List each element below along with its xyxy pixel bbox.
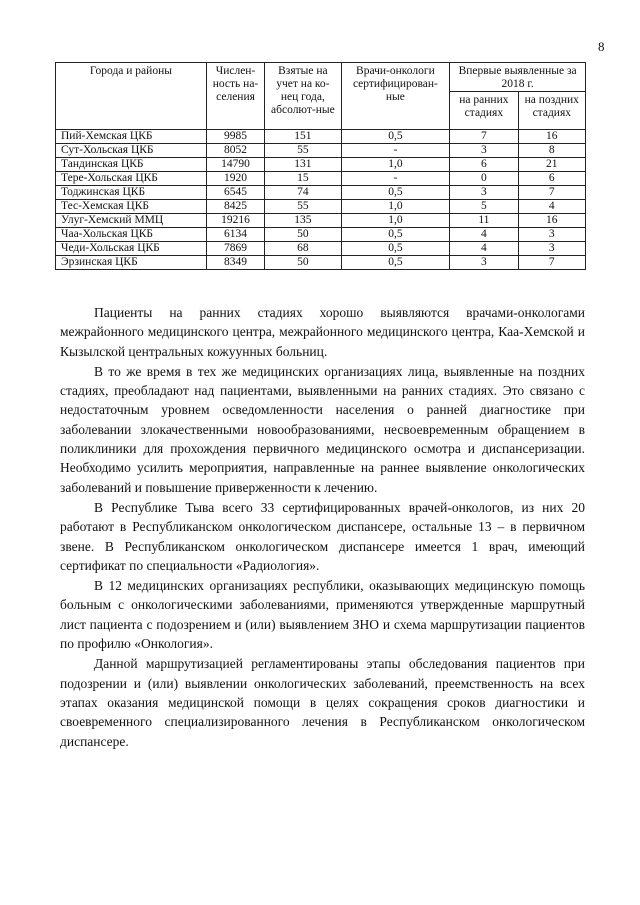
row-doctors: - [341, 172, 450, 186]
row-doctors: 0,5 [341, 186, 450, 200]
table-row [56, 256, 586, 270]
row-doctors: - [341, 144, 450, 158]
header-registered: Взятые на учет на ко-нец года, абсолют-ные [265, 63, 341, 130]
row-doctors: 1,0 [341, 158, 450, 172]
oncology-table [55, 62, 586, 270]
table-row [56, 200, 586, 214]
paragraph: Пациенты на ранних стадиях хорошо выявляются врачами-онкологами межрайонного медицинского центра, межрайонного медицинского центра, Каа-Хемской и Кызылской центральных кожуунных больниц. [60, 305, 585, 359]
row-population: 6134 [206, 228, 264, 242]
table-row [56, 130, 586, 144]
row-name: Улуг-Хемский ММЦ [56, 214, 207, 228]
table-row [56, 172, 586, 186]
row-population: 7869 [206, 242, 264, 256]
row-late: 7 [518, 186, 585, 200]
row-early: 3 [450, 256, 518, 270]
row-late: 3 [518, 228, 585, 242]
row-doctors: 0,5 [341, 130, 450, 144]
row-late: 16 [518, 214, 585, 228]
row-late: 21 [518, 158, 585, 172]
row-population: 8349 [206, 256, 264, 270]
page-number: 8 [598, 39, 605, 54]
row-early: 11 [450, 214, 518, 228]
paragraph: В Республике Тыва всего 33 сертифицированных врачей-онкологов, из них 20 работают в Республиканском онкологическом диспансере, остальные 13 – в первичном звене. В Республиканском онкологическом диспансере имеется 1 врач, имеющий сертификат по специальности «Радиология». [60, 499, 585, 573]
table-row [56, 158, 586, 172]
table-row [56, 214, 586, 228]
row-population: 19216 [206, 214, 264, 228]
row-name: Чаа-Хольская ЦКБ [56, 228, 207, 242]
row-registered: 15 [265, 172, 341, 186]
paragraph: Данной маршрутизацией регламентированы этапы обследования пациентов при подозрении и (или) выявлении онкологических заболеваний, преемственность на всех этапах оказания медицинской помощи в целях сокращения сроков диагностики и своевременного специализированного лечения в Республиканском онкологическом диспансере. [60, 656, 585, 749]
row-registered: 50 [265, 228, 341, 242]
row-name: Чеди-Хольская ЦКБ [56, 242, 207, 256]
body-text [60, 303, 585, 752]
header-late: на поздних стадиях [518, 92, 585, 130]
row-population: 1920 [206, 172, 264, 186]
row-name: Тоджинская ЦКБ [56, 186, 207, 200]
row-registered: 74 [265, 186, 341, 200]
row-name: Тес-Хемская ЦКБ [56, 200, 207, 214]
row-early: 3 [450, 144, 518, 158]
row-doctors: 0,5 [341, 256, 450, 270]
table-row [56, 186, 586, 200]
row-late: 3 [518, 242, 585, 256]
row-registered: 55 [265, 144, 341, 158]
row-name: Тандинская ЦКБ [56, 158, 207, 172]
row-registered: 68 [265, 242, 341, 256]
row-population: 14790 [206, 158, 264, 172]
row-registered: 55 [265, 200, 341, 214]
header-city: Города и районы [56, 63, 207, 130]
paragraph: В то же время в тех же медицинских организациях лица, выявленные на поздних стадиях, преобладают над пациентами, выявленными на ранних стадиях. Это связано с недостаточным уровнем осведомленности населения о ранней диагностике при заболевании злокачественными новообразованиями, несвоевременным обращением в поликлиники для прохождения первичного медицинского осмотра и диспансеризации. Необходимо усилить мероприятия, направленные на раннее выявление онкологических заболеваний и повышение приверженности к лечению. [60, 363, 585, 495]
table-row [56, 228, 586, 242]
header-early: на ранних стадиях [450, 92, 518, 130]
row-late: 8 [518, 144, 585, 158]
row-early: 5 [450, 200, 518, 214]
row-early: 4 [450, 242, 518, 256]
row-early: 7 [450, 130, 518, 144]
row-early: 6 [450, 158, 518, 172]
row-doctors: 0,5 [341, 242, 450, 256]
row-name: Сут-Хольская ЦКБ [56, 144, 207, 158]
row-doctors: 1,0 [341, 200, 450, 214]
row-population: 6545 [206, 186, 264, 200]
row-population: 8052 [206, 144, 264, 158]
row-early: 3 [450, 186, 518, 200]
row-late: 16 [518, 130, 585, 144]
header-doctors: Врачи-онкологи сертифицирован-ные [341, 63, 450, 130]
row-late: 7 [518, 256, 585, 270]
row-doctors: 0,5 [341, 228, 450, 242]
row-late: 6 [518, 172, 585, 186]
table-row [56, 242, 586, 256]
row-early: 4 [450, 228, 518, 242]
header-population: Числен-ность на-селения [206, 63, 264, 130]
row-name: Тере-Хольская ЦКБ [56, 172, 207, 186]
row-late: 4 [518, 200, 585, 214]
row-doctors: 1,0 [341, 214, 450, 228]
paragraph: В 12 медицинских организациях республики, оказывающих медицинскую помощь больным с онкологическими заболеваниями, применяются утвержденные маршрутный лист пациента с подозрением и (или) выявлением ЗНО и схема маршрутизации пациентов по профилю «Онкология». [60, 578, 585, 652]
row-population: 8425 [206, 200, 264, 214]
row-registered: 135 [265, 214, 341, 228]
table-row [56, 144, 586, 158]
row-name: Эрзинская ЦКБ [56, 256, 207, 270]
row-registered: 131 [265, 158, 341, 172]
row-population: 9985 [206, 130, 264, 144]
row-early: 0 [450, 172, 518, 186]
header-first-detected: Впервые выявленные за 2018 г. [450, 63, 586, 92]
row-name: Пий-Хемская ЦКБ [56, 130, 207, 144]
row-registered: 50 [265, 256, 341, 270]
row-registered: 151 [265, 130, 341, 144]
